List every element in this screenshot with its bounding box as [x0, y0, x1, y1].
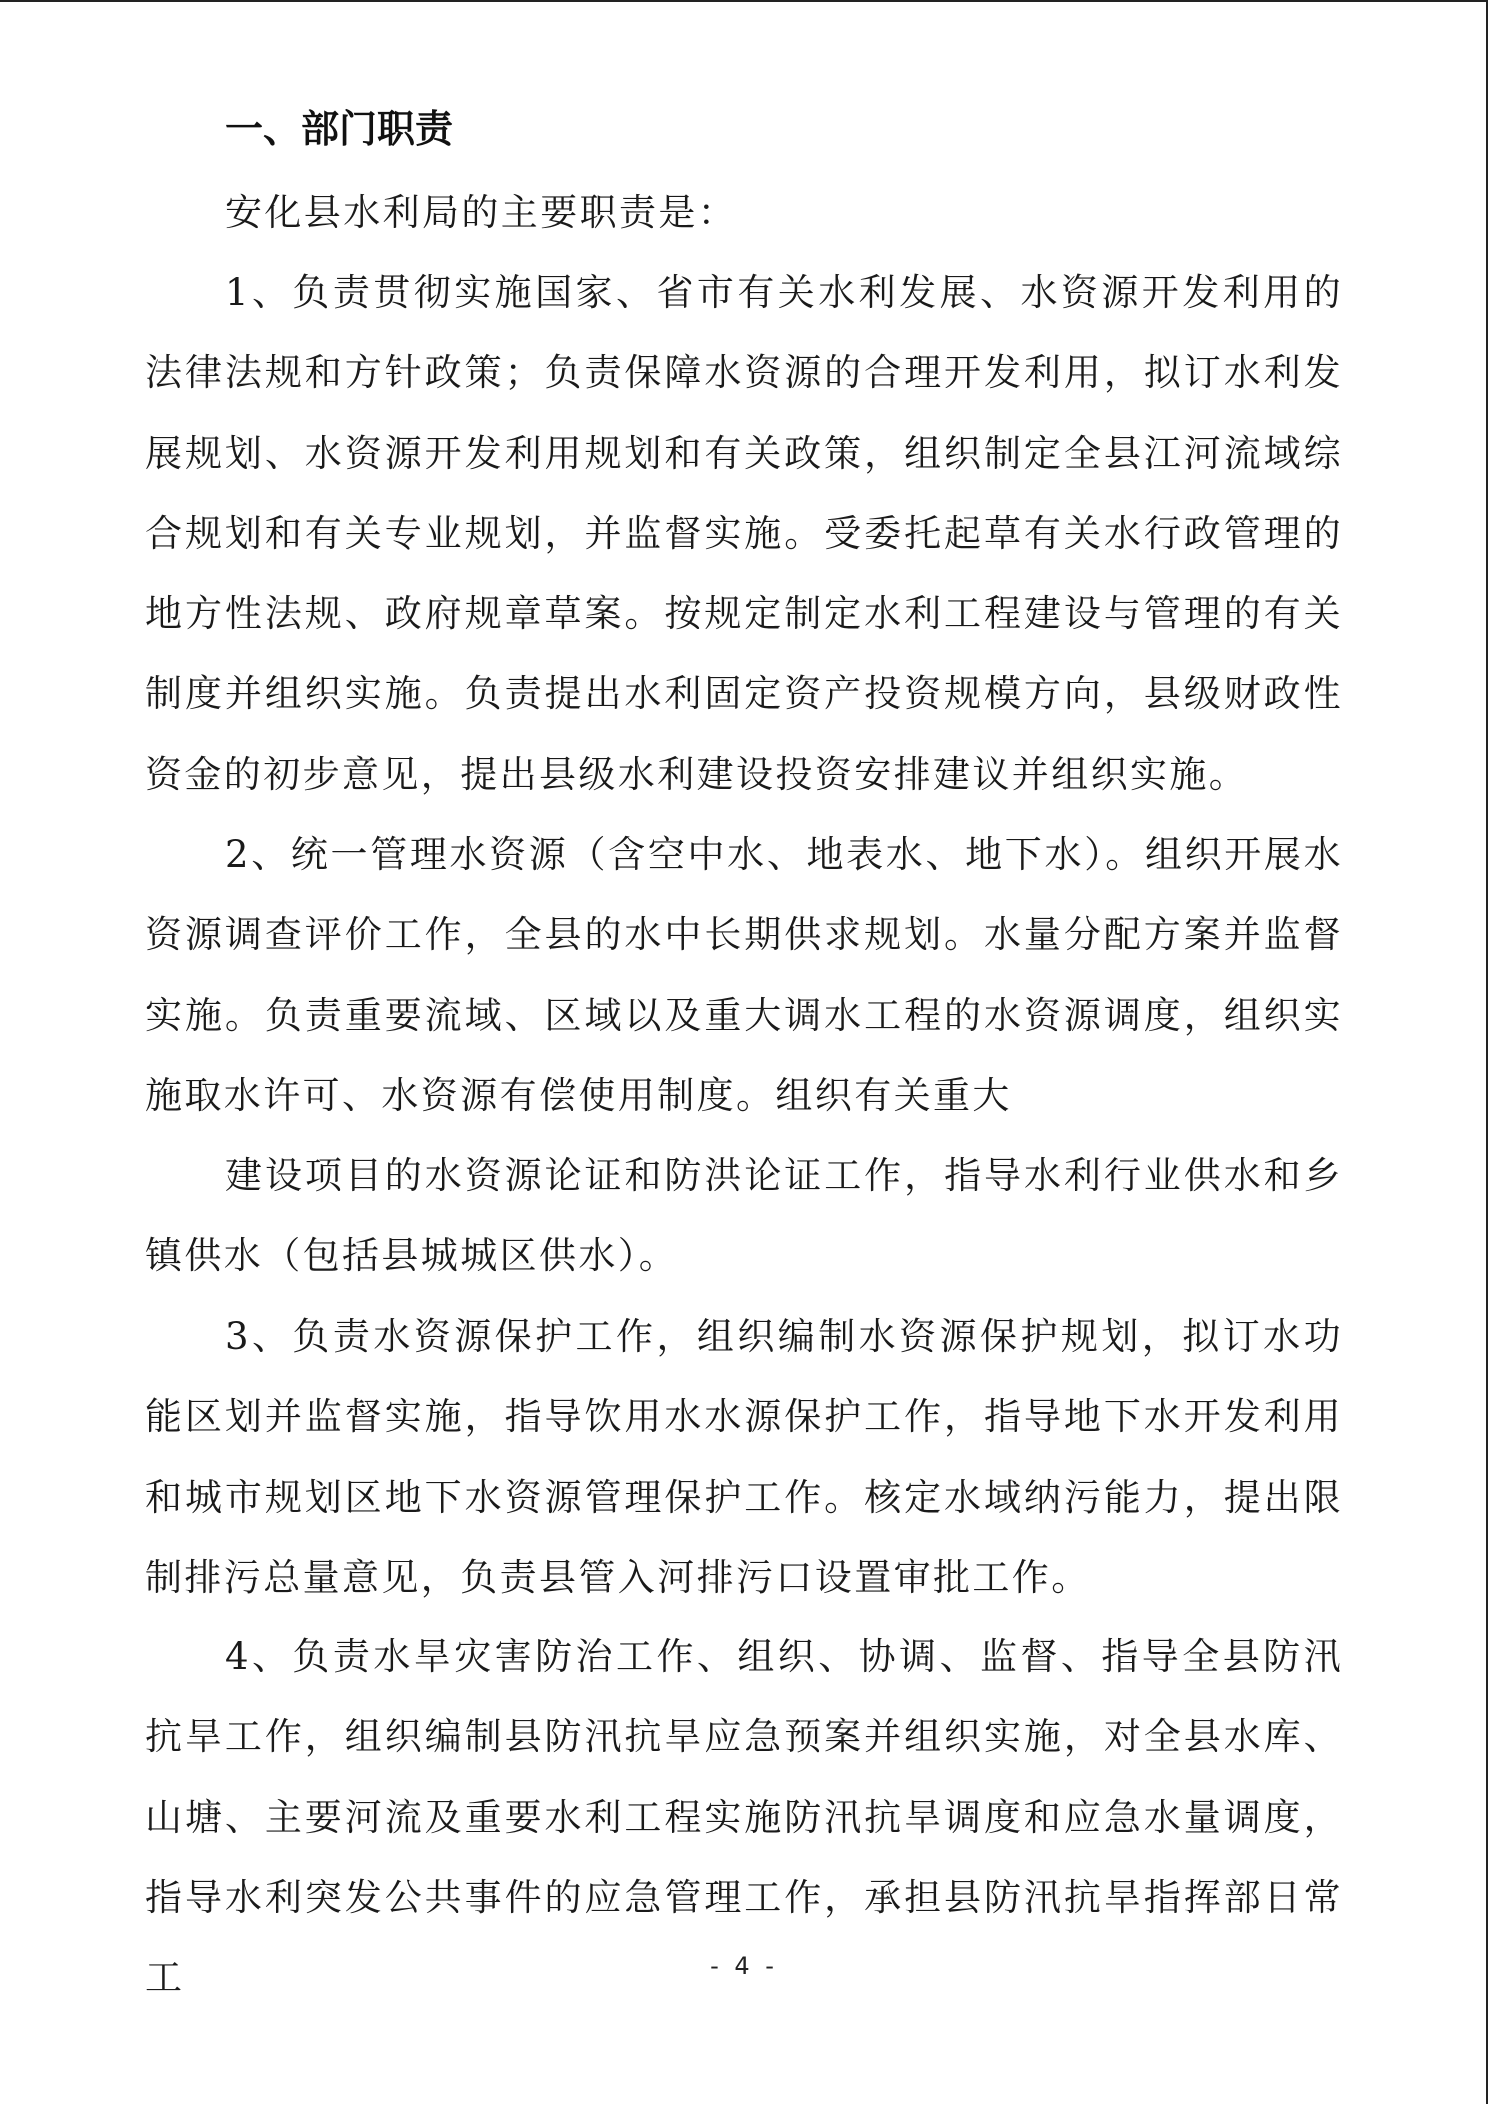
paragraph-duty-1: 1、负责贯彻实施国家、省市有关水利发展、水资源开发利用的法律法规和方针政策；负责保障水资源的合理开发利用，拟订水利发展规划、水资源开发利用规划和有关政策，组织制定全县江河流域综合规划和有关专业规划，并监督实施。受委托起草有关水行政管理的地方性法规、政府规章草案。按规定制定水利工程建设与管理的有关制度并组织实施。负责提出水利固定资产投资规模方向，县级财政性资金的初步意见，提出县级水利建设投资安排建议并组织实施。 [145, 271, 1343, 796]
page-number: - 4 - [710, 1952, 778, 1980]
paragraph-duty-2: 2、统一管理水资源（含空中水、地表水、地下水）。组织开展水资源调查评价工作，全县的水中长期供求规划。水量分配方案并监督实施。负责重要流域、区域以及重大调水工程的水资源调度，组织实施取水许可、水资源有偿使用制度。组织有关重大 [145, 833, 1343, 1117]
paragraph-duty-2-continued: 建设项目的水资源论证和防洪论证工作，指导水利行业供水和乡镇供水（包括县城城区供水）。 [145, 1154, 1343, 1278]
paragraph-duty-3: 3、负责水资源保护工作，组织编制水资源保护规划，拟订水功能区划并监督实施，指导饮用水水源保护工作，指导地下水开发利用和城市规划区地下水资源管理保护工作。核定水域纳污能力，提出限制排污总量意见，负责县管入河排污口设置审批工作。 [145, 1315, 1343, 1599]
section-heading: 一、部门职责 [225, 107, 454, 151]
page-border-top [0, 0, 1488, 2]
paragraph-duty-4: 4、负责水旱灾害防治工作、组织、协调、监督、指导全县防汛抗旱工作，组织编制县防汛抗旱应急预案并组织实施，对全县水库、山塘、主要河流及重要水利工程实施防汛抗旱调度和应急水量调度，指导水利突发公共事件的应急管理工作，承担县防汛抗旱指挥部日常工 [145, 1635, 1343, 2000]
paragraph-intro: 安化县水利局的主要职责是： [225, 191, 738, 234]
